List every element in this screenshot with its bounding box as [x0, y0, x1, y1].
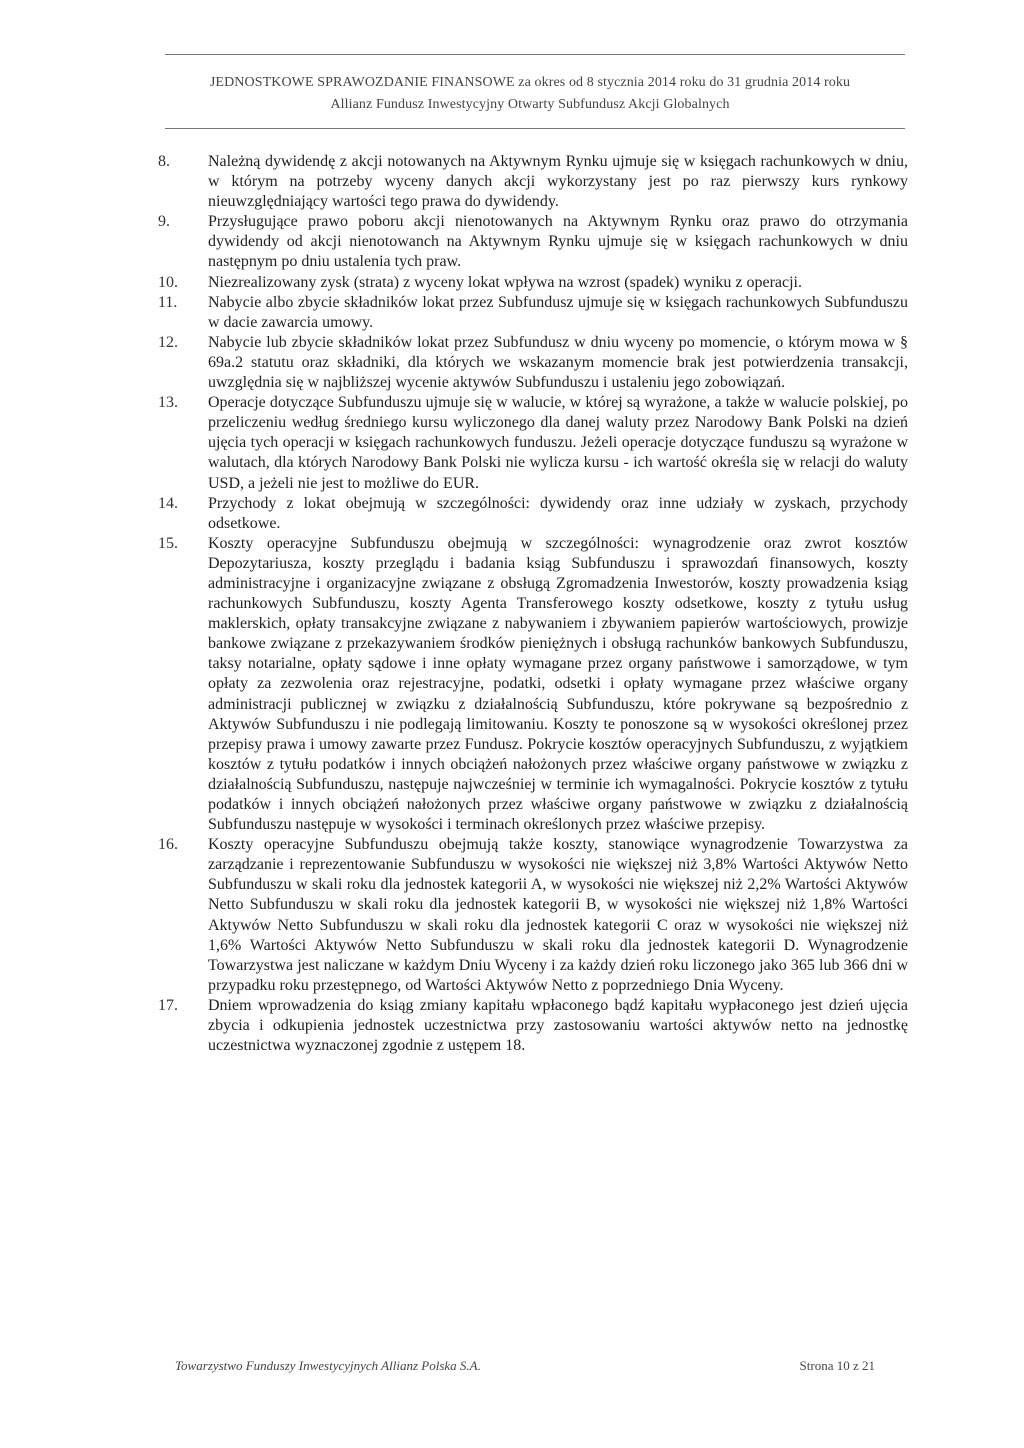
item-text: Należną dywidendę z akcji notowanych na Aktywnym Rynku ujmuje się w księgach rachunkowych w dniu, w którym na potrzeby wyceny danych akcji wykorzystany jest po raz pierwszy kurs rynkowy nieuwzględniający wartości tego prawa do dywidendy. — [208, 153, 908, 211]
item-number: 14. — [158, 494, 178, 512]
item-number: 17. — [158, 996, 178, 1014]
policy-list — [158, 152, 908, 1056]
list-item — [158, 212, 908, 272]
item-number: 16. — [158, 836, 178, 854]
list-item — [158, 273, 908, 293]
item-text: Nabycie lub zbycie składników lokat przez Subfundusz w dniu wyceny po momencie, o którym mowa w § 69a.2 statutu oraz składniki, dla których we wskazanym momencie brak jest potwierdzenia transakcji, uwzględnia się w najbliższej wycenie aktywów Subfunduszu i ustaleniu jego zobowiązań. — [208, 333, 908, 392]
list-item — [158, 996, 908, 1056]
header-bottom-rule — [165, 128, 905, 129]
item-number: 9. — [158, 213, 170, 231]
page-header — [0, 72, 1024, 116]
header-top-rule — [165, 54, 905, 55]
item-number: 13. — [158, 394, 178, 412]
header-fund-name: Allianz Fundusz Inwestycyjny Otwarty Subfundusz Akcji Globalnych — [330, 97, 730, 112]
header-report-title: JEDNOSTKOWE SPRAWOZDANIE FINANSOWE za okres od 8 stycznia 2014 roku do 31 grudnia 2014 roku — [209, 75, 851, 90]
list-item — [158, 534, 908, 835]
item-text: Przychody z lokat obejmują w szczególności: dywidendy oraz inne udziały w zyskach, przychody odsetkowe. — [208, 494, 908, 532]
item-text: Przysługujące prawo poboru akcji nienotowanych na Aktywnym Rynku oraz prawo do otrzymania dywidendy od akcji nienotowanch na Aktywnym Rynku ujmuje się w księgach rachunkowych w dniu następnym po dniu ustalenia tych praw. — [208, 213, 908, 271]
list-item — [158, 152, 908, 212]
page-number: Strona 10 z 21 — [799, 1358, 875, 1373]
list-item — [158, 333, 908, 393]
item-text: Nabycie albo zbycie składników lokat przez Subfundusz ujmuje się w księgach rachunkowych Subfunduszu w dacie zawarcia umowy. — [208, 293, 908, 331]
item-text: Operacje dotyczące Subfunduszu ujmuje się w walucie, w której są wyrażone, a także w walucie polskiej, po przeliczeniu według średniego kursu wyliczonego dla danej waluty przez Narodowy Bank Polski na dzień ujęcia tych operacji w księgach rachunkowych funduszu. Jeżeli operacje dotyczące funduszu są wyrażone w walutach, dla których Narodowy Bank Polski nie wylicza kursu - ich wartość określa się w relacji do waluty USD, a jeżeli nie jest to możliwe do EUR. — [208, 394, 908, 492]
item-number: 11. — [158, 293, 178, 311]
list-item — [158, 293, 908, 333]
list-item — [158, 393, 908, 493]
item-text: Niezrealizowany zysk (strata) z wyceny lokat wpływa na wzrost (spadek) wyniku z operacji. — [208, 273, 802, 291]
item-text: Koszty operacyjne Subfunduszu obejmują w szczególności: wynagrodzenie oraz zwrot kosztów Depozytariusza, koszty przeglądu i badania ksiąg Subfunduszu i sprawozdań finansowych, koszty administracyjne i organizacyjne związane z obsługą Zgromadzenia Inwestorów, koszty prowadzenia ksiąg rachunkowych Subfunduszu, koszty Agenta Transferowego koszty odsetkowe, koszty z tytułu usług maklerskich, opłaty transakcyjne związane z nabywaniem i zbywaniem papierów wartościowych, prowizje bankowe związane z przekazywaniem środków pieniężnych i obsługą rachunków bankowych Subfunduszu, taksy notarialne, opłaty sądowe i inne opłaty wymagane przez organy państwowe i samorządowe, w tym opłaty za zezwolenia oraz rejestracyjne, podatki, odsetki i opłaty wymagane przez właściwe organy administracji publicznej w związku z działalnością Subfunduszu, które pokrywane są bezpośrednio z Aktywów Subfunduszu i nie podlegają limitowaniu. Koszty te ponoszone są w wysokości określonej przez przepisy prawa i umowy zawarte przez Fundusz. Pokrycie kosztów operacyjnych Subfunduszu, z wyjątkiem kosztów z tytułu podatków i innych obciążeń nałożonych przez właściwe organy państwowe w związku z działalnością Subfunduszu, następuje najwcześniej w terminie ich wymagalności. Pokrycie kosztów z tytułu podatków i innych obciążeń nałożonych przez właściwe organy państwowe w związku z działalnością Subfunduszu następuje w wysokości i terminach określonych przez właściwe przepisy. — [208, 534, 908, 834]
item-text: Koszty operacyjne Subfunduszu obejmują także koszty, stanowiące wynagrodzenie Towarzystwa za zarządzanie i reprezentowanie Subfunduszu w wysokości nie większej niż 3,8% Wartości Aktywów Netto Subfunduszu w skali roku dla jednostek kategorii A, w wysokości nie większej niż 2,2% Wartości Aktywów Netto Subfunduszu w skali roku dla jednostek kategorii B, w wysokości nie większej niż 1,8% Wartości Aktywów Netto Subfunduszu w skali roku dla jednostek kategorii C oraz w wysokości nie większej niż 1,6% Wartości Aktywów Netto Subfunduszu w skali roku dla jednostek kategorii D. Wynagrodzenie Towarzystwa jest naliczane w każdym Dniu Wyceny i za każdy dzień roku liczonego jako 365 lub 366 dni w przypadku roku przestępnego, od Wartości Aktywów Netto z poprzedniego Dnia Wyceny. — [208, 836, 908, 994]
item-number: 15. — [158, 534, 178, 552]
footer-company-name: Towarzystwo Funduszy Inwestycyjnych Allianz Polska S.A. — [175, 1358, 481, 1373]
list-item — [158, 494, 908, 534]
item-number: 12. — [158, 333, 178, 351]
item-number: 10. — [158, 273, 178, 291]
item-text: Dniem wprowadzenia do ksiąg zmiany kapitału wpłaconego bądź kapitału wypłaconego jest dzień ujęcia zbycia i odkupienia jednostek uczestnictwa przy zastosowaniu wartości aktywów netto na jednostkę uczestnictwa wyznaczonej zgodnie z ustępem 18. — [208, 996, 908, 1055]
item-number: 8. — [158, 153, 170, 170]
list-item — [158, 835, 908, 996]
